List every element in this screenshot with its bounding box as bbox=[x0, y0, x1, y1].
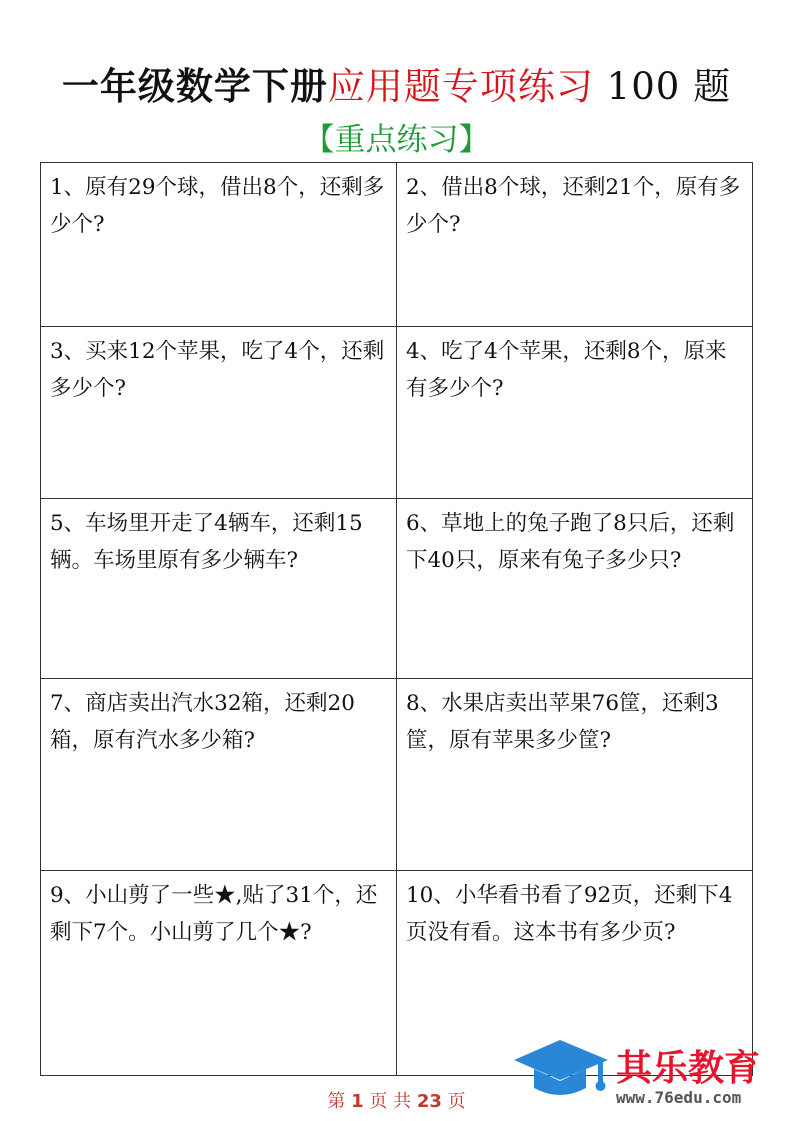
problem-cell-8: 8、水果店卖出苹果76筐，还剩3筐，原有苹果多少筐? bbox=[397, 679, 753, 871]
page-middle: 页 共 bbox=[369, 1091, 412, 1112]
problem-row bbox=[41, 679, 753, 871]
problem-cell-9: 9、小山剪了一些★,贴了31个，还剩下7个。小山剪了几个★? bbox=[41, 871, 397, 1076]
current-page: 1 bbox=[351, 1091, 364, 1112]
title-main: 一年级数学下册 bbox=[61, 64, 328, 108]
logo-url: www.76edu.com bbox=[616, 1088, 742, 1107]
problem-cell-3: 3、买来12个苹果，吃了4个，还剩多少个? bbox=[41, 327, 397, 499]
page-prefix: 第 bbox=[327, 1091, 346, 1112]
title-highlight: 应用题专项练习 bbox=[327, 65, 594, 108]
problem-cell-1: 1、原有29个球，借出8个，还剩多少个? bbox=[41, 163, 397, 327]
title-count: 100 题 bbox=[593, 65, 732, 108]
problem-cell-5: 5、车场里开走了4辆车，还剩15辆。车场里原有多少辆车? bbox=[41, 499, 397, 679]
problem-cell-7: 7、商店卖出汽水32箱，还剩20箱，原有汽水多少箱? bbox=[41, 679, 397, 871]
problem-row bbox=[41, 327, 753, 499]
problem-row bbox=[41, 499, 753, 679]
problem-cell-2: 2、借出8个球，还剩21个，原有多少个? bbox=[397, 163, 753, 327]
page-title bbox=[0, 56, 793, 110]
page-subtitle: 【重点练习】 bbox=[303, 122, 490, 158]
page-suffix: 页 bbox=[447, 1091, 466, 1112]
logo-name: 其乐教育 bbox=[616, 1048, 761, 1089]
total-pages: 23 bbox=[416, 1091, 442, 1112]
problem-row bbox=[41, 163, 753, 327]
problem-cell-6: 6、草地上的兔子跑了8只后，还剩下40只，原来有兔子多少只? bbox=[397, 499, 753, 679]
problem-cell-4: 4、吃了4个苹果，还剩8个，原来有多少个? bbox=[397, 327, 753, 499]
problem-cell-10: 10、小华看书看了92页，还剩下4页没有看。这本书有多少页? bbox=[397, 871, 753, 1076]
problem-grid bbox=[40, 162, 753, 1076]
